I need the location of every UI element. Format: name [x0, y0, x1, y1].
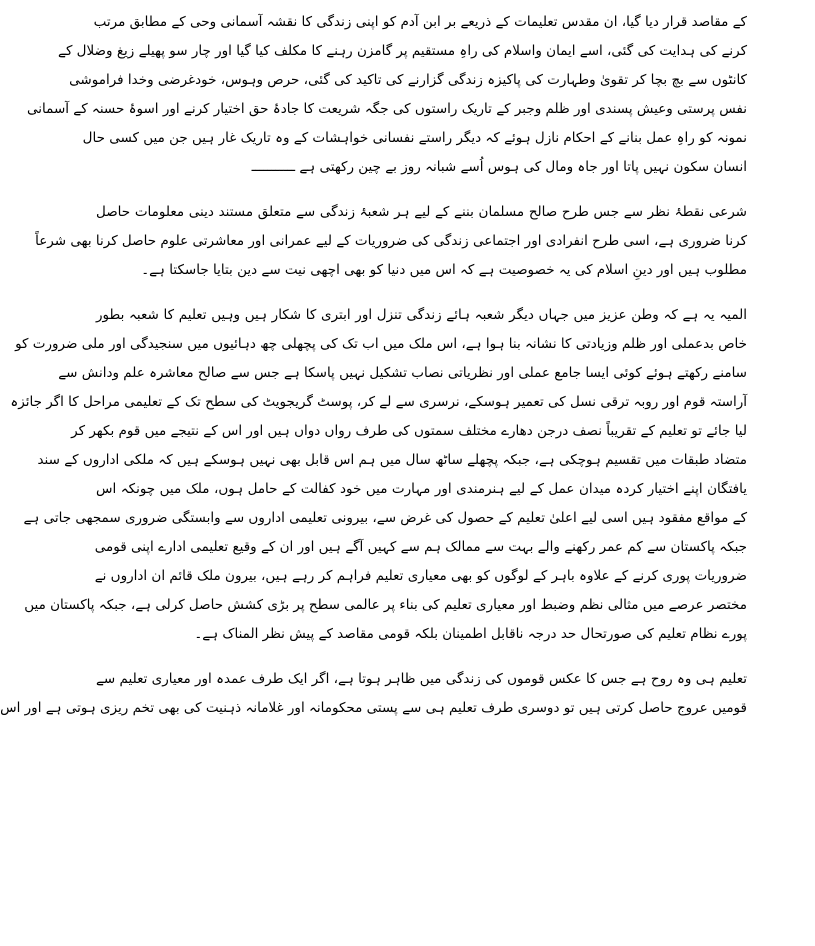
text-line: کے مقاصد قرار دیا گیا، ان مقدس تعلیمات کے ذریعے بر ابن آدم کو اپنی زندگی کا نقشہ آسمانی وحی کے مطابق مرتب: [93, 14, 747, 30]
text-line: ضروریات پوری کرنے کے علاوہ باہر کے لوگوں کو بھی معیاری تعلیم فراہم کر رہے ہیں، بیرون ملک قائم ان اداروں نے: [94, 568, 747, 584]
text-line: تعلیم ہی وہ روح ہے جس کا عکس قوموں کی زندگی میں ظاہر ہوتا ہے، اگر ایک طرف عمدہ اور معیاری تعلیم سے: [96, 671, 747, 687]
text-line: انسان سکون نہیں پاتا اور جاہ ومال کی ہوس اُسے شبانہ روز بے چین رکھتی ہے ـــــــــــ: [251, 159, 747, 175]
text-line: نمونہ کو راہِ عمل بنانے کے احکام نازل ہوئے کہ دیگر راستے نفسانی خواہشات کے وہ تاریک غار ہیں جن میں کسی حال: [82, 130, 747, 146]
text-line: جبکہ پاکستان سے کم عمر رکھنے والے بہت سے ممالک ہم سے کہیں آگے ہیں اور ان کے وقیع تعلیمی ادارے اپنی قومی: [94, 539, 747, 555]
text-line: کانٹوں سے بچ بچا کر تقویٰ وطہارت کی پاکیزہ زندگی گزارنے کی تاکید کی گئی، حرص وہوس، خودغرضی وخدا فراموشی: [69, 72, 747, 88]
document-page: [0, 8, 747, 943]
text-line: المیہ یہ ہے کہ وطن عزیز میں جہاں دیگر شعبہ ہائے زندگی تنزل اور ابتری کا شکار ہیں وہیں تعلیم کا شعبہ بطور: [96, 307, 747, 323]
paragraph-education-spirit: [0, 665, 747, 723]
paragraph-religious-perspective: [35, 198, 747, 285]
text-line: مختصر عرصے میں مثالی نظم وضبط اور معیاری تعلیم کی بناء پر عالمی سطح پر بڑی کشش حاصل کرلی ہے، جبکہ پاکستان میں: [24, 597, 747, 613]
text-line: سامنے رکھتے ہوئے کوئی ایسا جامع عملی اور نظریاتی نصاب تشکیل نہیں پاسکا ہے جس سے صالح معاشرہ علم ودانش سے: [58, 365, 747, 381]
paragraph-divine-guidance: [27, 8, 747, 182]
text-line: کرنا ضروری ہے، اسی طرح انفرادی اور اجتماعی زندگی کی ضروریات کے لیے عمرانی اور معاشرتی علوم حاصل کرنا بھی شرعاً: [35, 233, 747, 249]
text-line: متضاد طبقات میں تقسیم ہوچکی ہے، جبکہ پچھلے ساٹھ سال میں ہم اس قابل بھی نہیں ہوسکے ہیں کہ ملکی اداروں کے سند: [37, 452, 747, 468]
paragraph-education-tragedy: [10, 301, 747, 649]
text-line: آراستہ قوم اور روبہ ترقی نسل کی تعمیر ہوسکے، نرسری سے لے کر، پوسٹ گریجویٹ کی سطح تک کے تعلیمی مراحل کا اگر جائزہ: [10, 394, 747, 410]
text-line: خاص بدعملی اور ظلم وزیادتی کا نشانہ بنا ہوا ہے، اس ملک میں اب تک کی پچھلی چھ دہائیوں میں سنجیدگی اور ملی ضرورت کو: [15, 336, 747, 352]
text-line: مطلوب ہیں اور دینِ اسلام کی یہ خصوصیت ہے کہ اس میں دنیا کو بھی اچھی نیت سے دین بتایا جاسکتا ہے۔: [141, 262, 747, 278]
text-line: لیا جائے تو تعلیم کے تقریباً نصف درجن دھارے مختلف سمتوں کی طرف رواں دواں ہیں اور اس کے نتیجے میں قوم بکھر کر: [71, 423, 747, 439]
text-line: پورے نظام تعلیم کی صورتحال حد درجہ ناقابل اطمینان بلکہ قومی مقاصد کے پیش نظر المناک ہے۔: [194, 626, 747, 642]
text-line: کے مواقع مفقود ہیں اسی لیے اعلیٰ تعلیم کے حصول کی غرض سے، بیرونی تعلیمی اداروں سے وابستگی ضروری سمجھی جاتی ہے: [23, 510, 747, 526]
text-line: شرعی نقطۂ نظر سے جس طرح صالح مسلمان بننے کے لیے ہر شعبۂ زندگی سے متعلق مستند دینی معلومات حاصل: [96, 204, 747, 220]
text-line: یافتگان اپنے اختیار کردہ میدان عمل کے لیے ہنرمندی اور مہارت میں خود کفالت کے حامل ہوں، ملک میں چونکہ اس: [96, 481, 747, 497]
text-line: کرنے کی ہدایت کی گئی، اسے ایمان واسلام کی راہِ مستقیم پر گامزن رہنے کا مکلف کیا گیا اور چار سو پھیلے زیغ وضلال کے: [58, 43, 747, 59]
text-line: نفس پرستی وعیش پسندی اور ظلم وجبر کے تاریک راستوں کی جگہ شریعت کا جادۂ حق اختیار کرنے اور اسوۂ حسنہ کے آسمانی: [27, 101, 747, 117]
text-line: قومیں عروج حاصل کرتی ہیں تو دوسری طرف تعلیم ہی سے پستی محکومانہ اور غلامانہ ذہنیت کی بھی تخم ریزی ہوتی ہے اور اس: [0, 700, 747, 716]
